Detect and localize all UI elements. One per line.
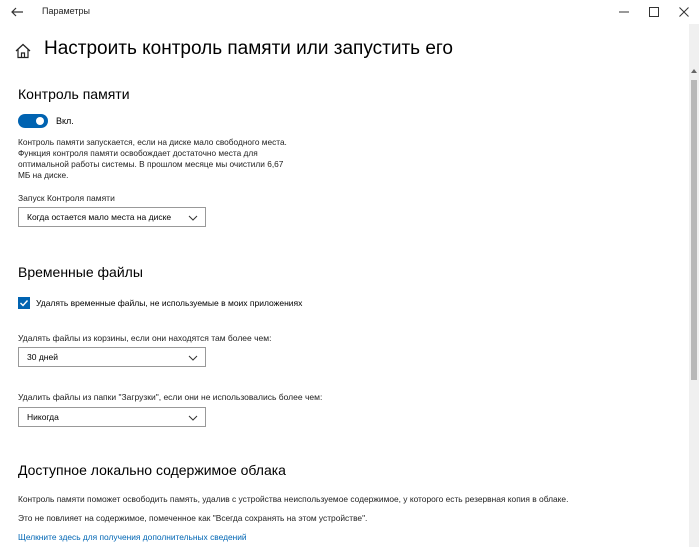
home-icon[interactable] [14, 42, 32, 60]
cloud-content-heading: Доступное локально содержимое облака [18, 462, 286, 478]
toggle-knob [36, 117, 44, 125]
checkmark-icon [19, 298, 29, 308]
dropdown-value: Когда остается мало места на диске [27, 212, 172, 222]
recycle-bin-dropdown[interactable] [18, 347, 206, 367]
temp-files-heading: Временные файлы [18, 264, 143, 280]
delete-temp-files-checkbox[interactable] [18, 297, 30, 309]
description-line: МБ на диске. [18, 170, 69, 180]
storage-sense-toggle[interactable] [18, 114, 48, 128]
minimize-icon [618, 6, 630, 18]
storage-sense-description [18, 137, 328, 181]
maximize-icon [648, 6, 660, 18]
close-icon [678, 6, 690, 18]
delete-temp-files-label: Удалять временные файлы, не используемые в моих приложениях [36, 298, 303, 308]
chevron-down-icon [188, 215, 198, 221]
back-button[interactable] [8, 3, 26, 21]
chevron-down-icon [188, 415, 198, 421]
chevron-down-icon [188, 355, 198, 361]
description-line: Функция контроля памяти освобождает достаточно места для [18, 148, 258, 158]
downloads-label: Удалить файлы из папки "Загрузки", если они не использовались более чем: [18, 392, 323, 402]
minimize-button[interactable] [609, 0, 639, 24]
run-storage-sense-dropdown[interactable] [18, 207, 206, 227]
description-line: оптимальной работы системы. В прошлом месяце мы очистили 6,67 [18, 159, 284, 169]
downloads-dropdown[interactable] [18, 407, 206, 427]
recycle-bin-label: Удалять файлы из корзины, если они находятся там более чем: [18, 333, 272, 343]
cloud-description: Контроль памяти поможет освободить память, удалив с устройства неиспользуемое содержимое, у которого есть резервная копия в облаке. [18, 494, 569, 504]
more-info-link[interactable]: Щелкните здесь для получения дополнительных сведений [18, 532, 247, 542]
close-button[interactable] [669, 0, 699, 24]
maximize-button[interactable] [639, 0, 669, 24]
cloud-note: Это не повлияет на содержимое, помеченное как "Всегда сохранять на этом устройстве". [18, 513, 368, 523]
storage-sense-heading: Контроль памяти [18, 86, 130, 102]
run-storage-sense-label: Запуск Контроля памяти [18, 193, 115, 203]
dropdown-value: Никогда [27, 412, 59, 422]
title-bar [0, 0, 699, 24]
scroll-up-button[interactable] [689, 64, 699, 76]
toggle-label: Вкл. [56, 116, 74, 126]
window-title: Параметры [42, 6, 90, 16]
chevron-up-icon [689, 65, 699, 77]
back-arrow-icon [8, 3, 26, 21]
dropdown-value: 30 дней [27, 352, 58, 362]
description-line: Контроль памяти запускается, если на диске мало свободного места. [18, 137, 287, 147]
page-title: Настроить контроль памяти или запустить его [44, 38, 453, 59]
scroll-thumb[interactable] [691, 80, 697, 380]
